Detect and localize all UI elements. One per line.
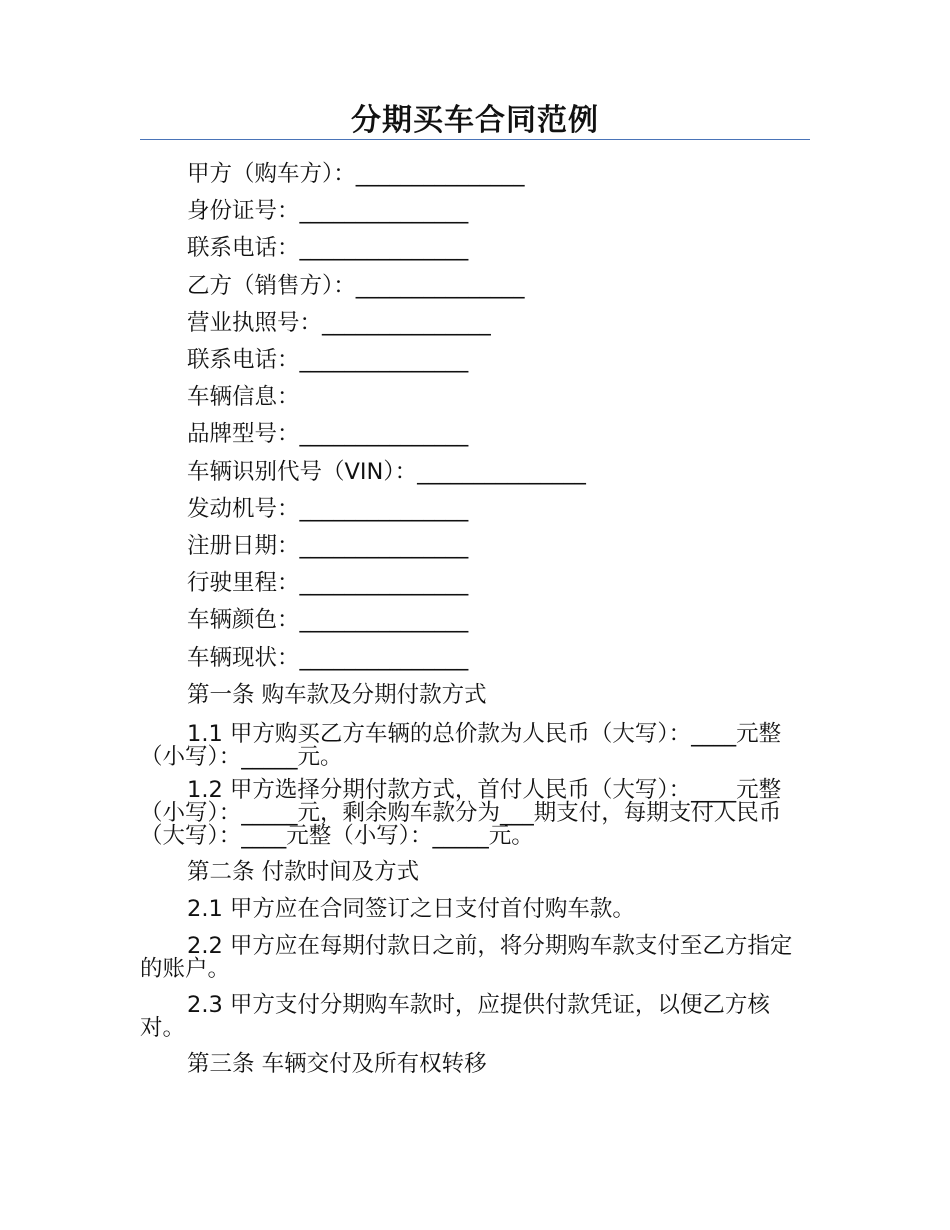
party-b-phone-line: 联系电话：_______________ bbox=[187, 347, 469, 373]
registration-date-line: 注册日期：_______________ bbox=[187, 533, 469, 559]
clause-1-1: 1.1 甲方购买乙方车辆的总价款为人民币（大写）：____元整（小写）：_____元。 bbox=[140, 721, 782, 770]
article-1-heading: 第一条 购车款及分期付款方式 bbox=[187, 682, 487, 708]
vehicle-condition-line: 车辆现状：_______________ bbox=[187, 645, 469, 671]
article-2-heading: 第二条 付款时间及方式 bbox=[187, 859, 420, 885]
party-a-phone-line: 联系电话：_______________ bbox=[187, 235, 469, 261]
vin-line: 车辆识别代号（VIN）：_______________ bbox=[187, 459, 586, 485]
clause-1-2: 1.2 甲方选择分期付款方式，首付人民币（大写）：____元整（小写）：_____元，剩余购车款分为___期支付，每期支付人民币（大写）：____元整（小写）：_____元。 bbox=[140, 777, 782, 849]
clause-2-3: 2.3 甲方支付分期购车款时，应提供付款凭证，以便乙方核对。 bbox=[140, 992, 770, 1041]
id-number-line: 身份证号：_______________ bbox=[187, 198, 469, 224]
brand-model-line: 品牌型号：_______________ bbox=[187, 421, 469, 447]
clause-2-2: 2.2 甲方应在每期付款日之前，将分期购车款支付至乙方指定的账户。 bbox=[140, 933, 793, 982]
business-license-line: 营业执照号：_______________ bbox=[187, 310, 491, 336]
mileage-line: 行驶里程：_______________ bbox=[187, 570, 469, 596]
party-a-line: 甲方（购车方）：_______________ bbox=[187, 161, 525, 187]
party-b-line: 乙方（销售方）：_______________ bbox=[187, 273, 525, 299]
article-3-heading: 第三条 车辆交付及所有权转移 bbox=[187, 1051, 487, 1077]
vehicle-color-line: 车辆颜色：_______________ bbox=[187, 607, 469, 633]
engine-number-line: 发动机号：_______________ bbox=[187, 496, 469, 522]
clause-2-1: 2.1 甲方应在合同签订之日支付首付购车款。 bbox=[187, 896, 635, 922]
vehicle-info-heading: 车辆信息： bbox=[187, 384, 300, 410]
document-title: 分期买车合同范例 bbox=[351, 103, 599, 138]
title-underline bbox=[140, 139, 810, 140]
